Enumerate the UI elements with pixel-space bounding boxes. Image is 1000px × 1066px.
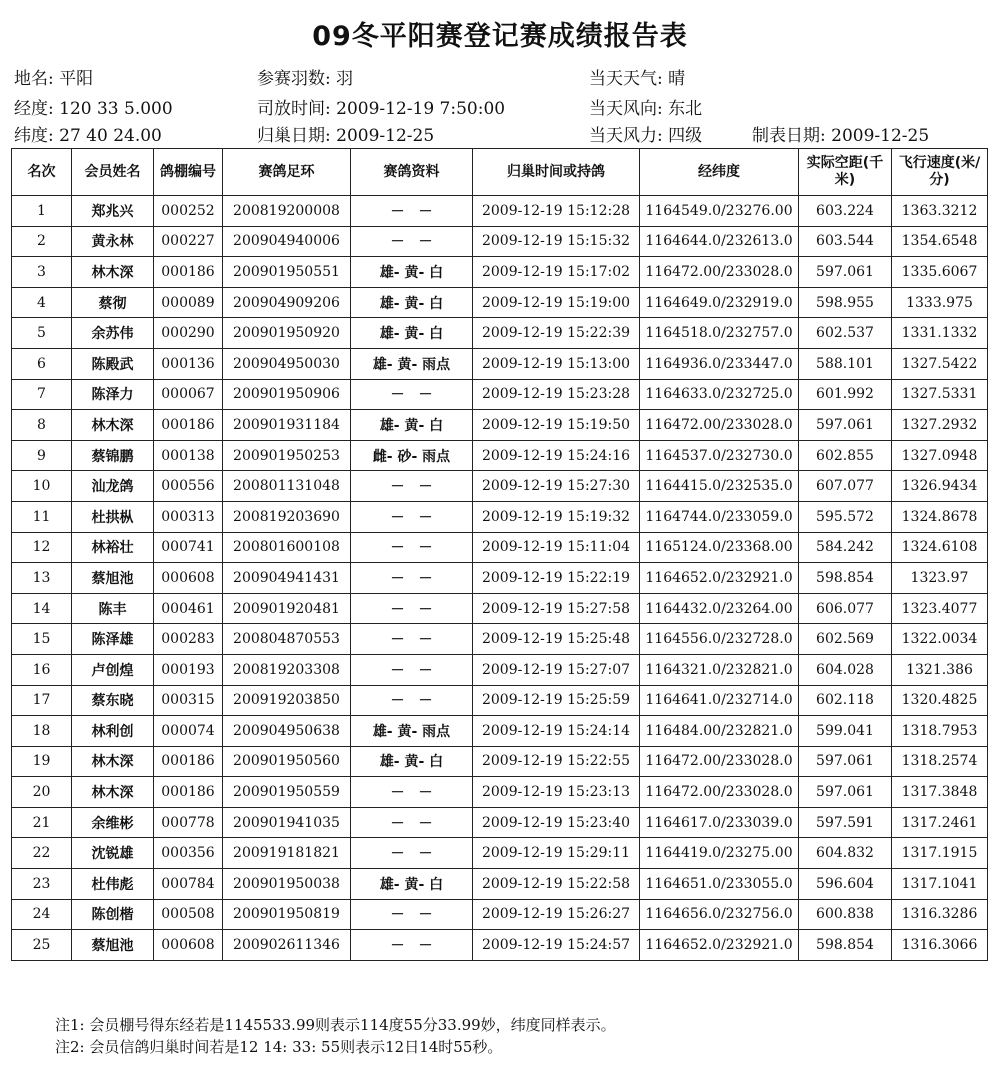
cell-ring: 200919181821 bbox=[223, 838, 351, 869]
cell-speed: 1317.2461 bbox=[892, 807, 988, 838]
cell-coords: 1164633.0/232725.0 bbox=[640, 379, 799, 410]
cell-ring: 200904950638 bbox=[223, 716, 351, 747]
cell-member-name: 杜拱枞 bbox=[72, 501, 154, 532]
cell-arrival-time: 2009-12-19 15:22:39 bbox=[473, 318, 640, 349]
header-speed: 飞行速度(米/分) bbox=[892, 149, 988, 196]
cell-rank: 22 bbox=[12, 838, 72, 869]
header-distance: 实际空距(千米) bbox=[799, 149, 892, 196]
cell-arrival-time: 2009-12-19 15:17:02 bbox=[473, 257, 640, 288]
cell-info: － － bbox=[351, 807, 473, 838]
cell-distance: 597.061 bbox=[799, 777, 892, 808]
cell-info: 雄- 黄- 白 bbox=[351, 318, 473, 349]
table-row bbox=[12, 287, 988, 318]
cell-rank: 8 bbox=[12, 410, 72, 441]
results-body bbox=[12, 196, 988, 961]
cell-loft-no: 000608 bbox=[154, 930, 223, 961]
cell-rank: 25 bbox=[12, 930, 72, 961]
results-table bbox=[11, 148, 988, 961]
cell-rank: 6 bbox=[12, 348, 72, 379]
cell-speed: 1318.7953 bbox=[892, 716, 988, 747]
cell-arrival-time: 2009-12-19 15:25:59 bbox=[473, 685, 640, 716]
cell-rank: 7 bbox=[12, 379, 72, 410]
cell-loft-no: 000193 bbox=[154, 654, 223, 685]
cell-info: 雄- 黄- 白 bbox=[351, 257, 473, 288]
cell-speed: 1318.2574 bbox=[892, 746, 988, 777]
cell-distance: 604.028 bbox=[799, 654, 892, 685]
cell-rank: 1 bbox=[12, 196, 72, 227]
table-row bbox=[12, 257, 988, 288]
cell-distance: 600.838 bbox=[799, 899, 892, 930]
cell-member-name: 沈锐雄 bbox=[72, 838, 154, 869]
cell-rank: 17 bbox=[12, 685, 72, 716]
cell-rank: 14 bbox=[12, 593, 72, 624]
note-1: 注1: 会员棚号得东经若是1145533.99则表示114度55分33.99妙，纬度同样表示。 bbox=[55, 1016, 616, 1034]
cell-distance: 597.061 bbox=[799, 746, 892, 777]
cell-loft-no: 000138 bbox=[154, 440, 223, 471]
cell-distance: 598.854 bbox=[799, 930, 892, 961]
cell-loft-no: 000741 bbox=[154, 532, 223, 563]
notes bbox=[55, 1014, 616, 1058]
header-row bbox=[12, 149, 988, 196]
cell-ring: 200801600108 bbox=[223, 532, 351, 563]
cell-member-name: 杜伟彪 bbox=[72, 869, 154, 900]
cell-loft-no: 000186 bbox=[154, 746, 223, 777]
cell-arrival-time: 2009-12-19 15:19:00 bbox=[473, 287, 640, 318]
table-row bbox=[12, 654, 988, 685]
cell-member-name: 蔡彻 bbox=[72, 287, 154, 318]
cell-member-name: 林木深 bbox=[72, 410, 154, 441]
cell-distance: 607.077 bbox=[799, 471, 892, 502]
cell-rank: 19 bbox=[12, 746, 72, 777]
cell-coords: 1164652.0/232921.0 bbox=[640, 563, 799, 594]
cell-loft-no: 000067 bbox=[154, 379, 223, 410]
cell-coords: 1164617.0/233039.0 bbox=[640, 807, 799, 838]
cell-info: 雄- 黄- 雨点 bbox=[351, 348, 473, 379]
cell-arrival-time: 2009-12-19 15:22:55 bbox=[473, 746, 640, 777]
cell-member-name: 林木深 bbox=[72, 777, 154, 808]
table-row bbox=[12, 501, 988, 532]
meta-return-date: 归巢日期: 2009-12-25 bbox=[257, 126, 435, 146]
cell-arrival-time: 2009-12-19 15:29:11 bbox=[473, 838, 640, 869]
cell-distance: 597.061 bbox=[799, 410, 892, 441]
cell-distance: 604.832 bbox=[799, 838, 892, 869]
table-row bbox=[12, 869, 988, 900]
cell-ring: 200901950920 bbox=[223, 318, 351, 349]
meta-longitude: 经度: 120 33 5.000 bbox=[14, 99, 173, 119]
header-rank: 名次 bbox=[12, 149, 72, 196]
cell-speed: 1316.3066 bbox=[892, 930, 988, 961]
cell-coords: 1164651.0/233055.0 bbox=[640, 869, 799, 900]
cell-member-name: 蔡旭池 bbox=[72, 930, 154, 961]
cell-coords: 1164641.0/232714.0 bbox=[640, 685, 799, 716]
cell-coords: 1164321.0/232821.0 bbox=[640, 654, 799, 685]
cell-rank: 20 bbox=[12, 777, 72, 808]
cell-loft-no: 000556 bbox=[154, 471, 223, 502]
cell-rank: 15 bbox=[12, 624, 72, 655]
table-row bbox=[12, 930, 988, 961]
meta-table-date: 制表日期: 2009-12-25 bbox=[752, 126, 930, 146]
cell-coords: 1165124.0/23368.00 bbox=[640, 532, 799, 563]
cell-speed: 1321.386 bbox=[892, 654, 988, 685]
cell-distance: 602.569 bbox=[799, 624, 892, 655]
cell-arrival-time: 2009-12-19 15:12:28 bbox=[473, 196, 640, 227]
cell-speed: 1323.4077 bbox=[892, 593, 988, 624]
table-row bbox=[12, 716, 988, 747]
cell-ring: 200901920481 bbox=[223, 593, 351, 624]
cell-speed: 1327.5422 bbox=[892, 348, 988, 379]
cell-loft-no: 000227 bbox=[154, 226, 223, 257]
cell-member-name: 汕龙鸽 bbox=[72, 471, 154, 502]
cell-distance: 598.955 bbox=[799, 287, 892, 318]
header-ring: 赛鸽足环 bbox=[223, 149, 351, 196]
cell-coords: 116472.00/233028.0 bbox=[640, 257, 799, 288]
cell-arrival-time: 2009-12-19 15:26:27 bbox=[473, 899, 640, 930]
table-row bbox=[12, 777, 988, 808]
cell-member-name: 蔡东晓 bbox=[72, 685, 154, 716]
cell-rank: 4 bbox=[12, 287, 72, 318]
cell-coords: 1164419.0/23275.00 bbox=[640, 838, 799, 869]
cell-arrival-time: 2009-12-19 15:23:13 bbox=[473, 777, 640, 808]
cell-info: － － bbox=[351, 777, 473, 808]
cell-info: － － bbox=[351, 930, 473, 961]
cell-member-name: 林木深 bbox=[72, 746, 154, 777]
cell-member-name: 余苏伟 bbox=[72, 318, 154, 349]
cell-speed: 1316.3286 bbox=[892, 899, 988, 930]
cell-loft-no: 000136 bbox=[154, 348, 223, 379]
cell-member-name: 陈泽力 bbox=[72, 379, 154, 410]
cell-info: － － bbox=[351, 685, 473, 716]
cell-distance: 588.101 bbox=[799, 348, 892, 379]
cell-speed: 1323.97 bbox=[892, 563, 988, 594]
cell-rank: 16 bbox=[12, 654, 72, 685]
cell-coords: 116472.00/233028.0 bbox=[640, 746, 799, 777]
cell-coords: 116484.00/232821.0 bbox=[640, 716, 799, 747]
cell-arrival-time: 2009-12-19 15:24:57 bbox=[473, 930, 640, 961]
cell-distance: 597.591 bbox=[799, 807, 892, 838]
table-row bbox=[12, 196, 988, 227]
cell-arrival-time: 2009-12-19 15:13:00 bbox=[473, 348, 640, 379]
cell-loft-no: 000290 bbox=[154, 318, 223, 349]
meta-latitude: 纬度: 27 40 24.00 bbox=[14, 126, 162, 146]
cell-rank: 23 bbox=[12, 869, 72, 900]
cell-speed: 1322.0034 bbox=[892, 624, 988, 655]
cell-ring: 200901950906 bbox=[223, 379, 351, 410]
cell-arrival-time: 2009-12-19 15:15:32 bbox=[473, 226, 640, 257]
cell-distance: 596.604 bbox=[799, 869, 892, 900]
cell-member-name: 林木深 bbox=[72, 257, 154, 288]
header-arrival: 归巢时间或持鸽 bbox=[473, 149, 640, 196]
cell-loft-no: 000186 bbox=[154, 777, 223, 808]
cell-loft-no: 000283 bbox=[154, 624, 223, 655]
cell-rank: 11 bbox=[12, 501, 72, 532]
report-title: 09冬平阳赛登记赛成绩报告表 bbox=[312, 21, 688, 52]
table-row bbox=[12, 563, 988, 594]
cell-coords: 1164936.0/233447.0 bbox=[640, 348, 799, 379]
cell-info: － － bbox=[351, 563, 473, 594]
meta-wind-direction: 当天风向: 东北 bbox=[589, 99, 703, 119]
cell-speed: 1333.975 bbox=[892, 287, 988, 318]
cell-distance: 603.544 bbox=[799, 226, 892, 257]
cell-info: － － bbox=[351, 379, 473, 410]
cell-member-name: 蔡旭池 bbox=[72, 563, 154, 594]
cell-info: 雄- 黄- 白 bbox=[351, 869, 473, 900]
cell-arrival-time: 2009-12-19 15:19:32 bbox=[473, 501, 640, 532]
cell-distance: 602.118 bbox=[799, 685, 892, 716]
cell-loft-no: 000608 bbox=[154, 563, 223, 594]
cell-arrival-time: 2009-12-19 15:22:19 bbox=[473, 563, 640, 594]
cell-speed: 1363.3212 bbox=[892, 196, 988, 227]
cell-rank: 18 bbox=[12, 716, 72, 747]
cell-ring: 200904941431 bbox=[223, 563, 351, 594]
table-row bbox=[12, 624, 988, 655]
table-row bbox=[12, 440, 988, 471]
cell-speed: 1327.5331 bbox=[892, 379, 988, 410]
table-row bbox=[12, 410, 988, 441]
cell-loft-no: 000313 bbox=[154, 501, 223, 532]
cell-ring: 200904909206 bbox=[223, 287, 351, 318]
cell-loft-no: 000252 bbox=[154, 196, 223, 227]
cell-rank: 2 bbox=[12, 226, 72, 257]
table-row bbox=[12, 318, 988, 349]
cell-distance: 602.537 bbox=[799, 318, 892, 349]
cell-info: － － bbox=[351, 624, 473, 655]
cell-rank: 9 bbox=[12, 440, 72, 471]
cell-ring: 200904940006 bbox=[223, 226, 351, 257]
table-row bbox=[12, 471, 988, 502]
cell-info: － － bbox=[351, 899, 473, 930]
meta-entries: 参赛羽数: 羽 bbox=[257, 69, 354, 89]
cell-ring: 200819200008 bbox=[223, 196, 351, 227]
cell-info: － － bbox=[351, 593, 473, 624]
cell-coords: 1164537.0/232730.0 bbox=[640, 440, 799, 471]
cell-arrival-time: 2009-12-19 15:27:30 bbox=[473, 471, 640, 502]
cell-ring: 200901950559 bbox=[223, 777, 351, 808]
table-row bbox=[12, 532, 988, 563]
cell-info: － － bbox=[351, 838, 473, 869]
cell-speed: 1327.0948 bbox=[892, 440, 988, 471]
cell-coords: 1164652.0/232921.0 bbox=[640, 930, 799, 961]
table-row bbox=[12, 379, 988, 410]
meta-weather: 当天天气: 晴 bbox=[589, 69, 686, 89]
cell-distance: 602.855 bbox=[799, 440, 892, 471]
cell-info: － － bbox=[351, 196, 473, 227]
cell-speed: 1326.9434 bbox=[892, 471, 988, 502]
cell-coords: 1164432.0/23264.00 bbox=[640, 593, 799, 624]
table-row bbox=[12, 226, 988, 257]
cell-ring: 200904950030 bbox=[223, 348, 351, 379]
cell-distance: 599.041 bbox=[799, 716, 892, 747]
cell-arrival-time: 2009-12-19 15:27:58 bbox=[473, 593, 640, 624]
cell-ring: 200901950038 bbox=[223, 869, 351, 900]
cell-rank: 12 bbox=[12, 532, 72, 563]
cell-distance: 597.061 bbox=[799, 257, 892, 288]
table-row bbox=[12, 838, 988, 869]
cell-arrival-time: 2009-12-19 15:22:58 bbox=[473, 869, 640, 900]
cell-arrival-time: 2009-12-19 15:11:04 bbox=[473, 532, 640, 563]
cell-ring: 200901950253 bbox=[223, 440, 351, 471]
cell-member-name: 陈殿武 bbox=[72, 348, 154, 379]
table-row bbox=[12, 348, 988, 379]
note-2: 注2: 会员信鸽归巢时间若是12 14: 33: 55则表示12日14时55秒。 bbox=[55, 1038, 503, 1056]
cell-ring: 200819203690 bbox=[223, 501, 351, 532]
cell-arrival-time: 2009-12-19 15:24:14 bbox=[473, 716, 640, 747]
cell-distance: 606.077 bbox=[799, 593, 892, 624]
cell-speed: 1354.6548 bbox=[892, 226, 988, 257]
cell-coords: 116472.00/233028.0 bbox=[640, 410, 799, 441]
cell-rank: 10 bbox=[12, 471, 72, 502]
cell-speed: 1317.3848 bbox=[892, 777, 988, 808]
cell-info: 雄- 黄- 雨点 bbox=[351, 716, 473, 747]
cell-coords: 116472.00/233028.0 bbox=[640, 777, 799, 808]
cell-distance: 595.572 bbox=[799, 501, 892, 532]
cell-member-name: 陈创楷 bbox=[72, 899, 154, 930]
cell-speed: 1331.1332 bbox=[892, 318, 988, 349]
cell-rank: 24 bbox=[12, 899, 72, 930]
cell-speed: 1324.8678 bbox=[892, 501, 988, 532]
cell-member-name: 陈丰 bbox=[72, 593, 154, 624]
cell-rank: 13 bbox=[12, 563, 72, 594]
cell-speed: 1324.6108 bbox=[892, 532, 988, 563]
table-row bbox=[12, 685, 988, 716]
table-row bbox=[12, 899, 988, 930]
cell-loft-no: 000186 bbox=[154, 257, 223, 288]
cell-speed: 1335.6067 bbox=[892, 257, 988, 288]
cell-loft-no: 000461 bbox=[154, 593, 223, 624]
cell-loft-no: 000508 bbox=[154, 899, 223, 930]
cell-info: － － bbox=[351, 532, 473, 563]
cell-loft-no: 000778 bbox=[154, 807, 223, 838]
header-info: 赛鸽资料 bbox=[351, 149, 473, 196]
cell-loft-no: 000089 bbox=[154, 287, 223, 318]
cell-coords: 1164556.0/232728.0 bbox=[640, 624, 799, 655]
cell-info: 雄- 黄- 白 bbox=[351, 410, 473, 441]
cell-ring: 200901950560 bbox=[223, 746, 351, 777]
cell-ring: 200819203308 bbox=[223, 654, 351, 685]
cell-arrival-time: 2009-12-19 15:24:16 bbox=[473, 440, 640, 471]
meta-wind-force: 当天风力: 四级 bbox=[589, 126, 703, 146]
cell-ring: 200902611346 bbox=[223, 930, 351, 961]
cell-member-name: 黄永林 bbox=[72, 226, 154, 257]
cell-loft-no: 000186 bbox=[154, 410, 223, 441]
cell-arrival-time: 2009-12-19 15:25:48 bbox=[473, 624, 640, 655]
cell-loft-no: 000074 bbox=[154, 716, 223, 747]
meta-place: 地名: 平阳 bbox=[14, 69, 94, 89]
cell-coords: 1164656.0/232756.0 bbox=[640, 899, 799, 930]
cell-member-name: 余维彬 bbox=[72, 807, 154, 838]
cell-info: 雌- 砂- 雨点 bbox=[351, 440, 473, 471]
cell-rank: 21 bbox=[12, 807, 72, 838]
cell-info: － － bbox=[351, 471, 473, 502]
header-member: 会员姓名 bbox=[72, 149, 154, 196]
cell-rank: 3 bbox=[12, 257, 72, 288]
header-loft-no: 鸽棚编号 bbox=[154, 149, 223, 196]
cell-member-name: 郑兆兴 bbox=[72, 196, 154, 227]
cell-info: － － bbox=[351, 501, 473, 532]
cell-distance: 598.854 bbox=[799, 563, 892, 594]
cell-coords: 1164518.0/232757.0 bbox=[640, 318, 799, 349]
cell-speed: 1327.2932 bbox=[892, 410, 988, 441]
cell-distance: 601.992 bbox=[799, 379, 892, 410]
cell-info: － － bbox=[351, 226, 473, 257]
cell-ring: 200804870553 bbox=[223, 624, 351, 655]
cell-ring: 200901941035 bbox=[223, 807, 351, 838]
cell-rank: 5 bbox=[12, 318, 72, 349]
cell-coords: 1164649.0/232919.0 bbox=[640, 287, 799, 318]
cell-info: 雄- 黄- 白 bbox=[351, 746, 473, 777]
cell-coords: 1164415.0/232535.0 bbox=[640, 471, 799, 502]
table-row bbox=[12, 807, 988, 838]
cell-arrival-time: 2009-12-19 15:19:50 bbox=[473, 410, 640, 441]
cell-ring: 200801131048 bbox=[223, 471, 351, 502]
cell-distance: 584.242 bbox=[799, 532, 892, 563]
cell-coords: 1164549.0/23276.00 bbox=[640, 196, 799, 227]
cell-speed: 1317.1915 bbox=[892, 838, 988, 869]
cell-member-name: 卢创煌 bbox=[72, 654, 154, 685]
cell-loft-no: 000356 bbox=[154, 838, 223, 869]
cell-speed: 1320.4825 bbox=[892, 685, 988, 716]
cell-loft-no: 000315 bbox=[154, 685, 223, 716]
cell-ring: 200901950819 bbox=[223, 899, 351, 930]
cell-info: 雄- 黄- 白 bbox=[351, 287, 473, 318]
table-row bbox=[12, 593, 988, 624]
cell-loft-no: 000784 bbox=[154, 869, 223, 900]
cell-arrival-time: 2009-12-19 15:23:40 bbox=[473, 807, 640, 838]
cell-coords: 1164644.0/232613.0 bbox=[640, 226, 799, 257]
cell-ring: 200919203850 bbox=[223, 685, 351, 716]
cell-arrival-time: 2009-12-19 15:23:28 bbox=[473, 379, 640, 410]
cell-ring: 200901931184 bbox=[223, 410, 351, 441]
cell-member-name: 林利创 bbox=[72, 716, 154, 747]
cell-ring: 200901950551 bbox=[223, 257, 351, 288]
cell-speed: 1317.1041 bbox=[892, 869, 988, 900]
cell-info: － － bbox=[351, 654, 473, 685]
cell-member-name: 蔡锦鹏 bbox=[72, 440, 154, 471]
cell-member-name: 林裕壮 bbox=[72, 532, 154, 563]
table-row bbox=[12, 746, 988, 777]
header-coords: 经纬度 bbox=[640, 149, 799, 196]
cell-arrival-time: 2009-12-19 15:27:07 bbox=[473, 654, 640, 685]
meta-release-time: 司放时间: 2009-12-19 7:50:00 bbox=[257, 99, 506, 119]
cell-coords: 1164744.0/233059.0 bbox=[640, 501, 799, 532]
cell-member-name: 陈泽雄 bbox=[72, 624, 154, 655]
cell-distance: 603.224 bbox=[799, 196, 892, 227]
